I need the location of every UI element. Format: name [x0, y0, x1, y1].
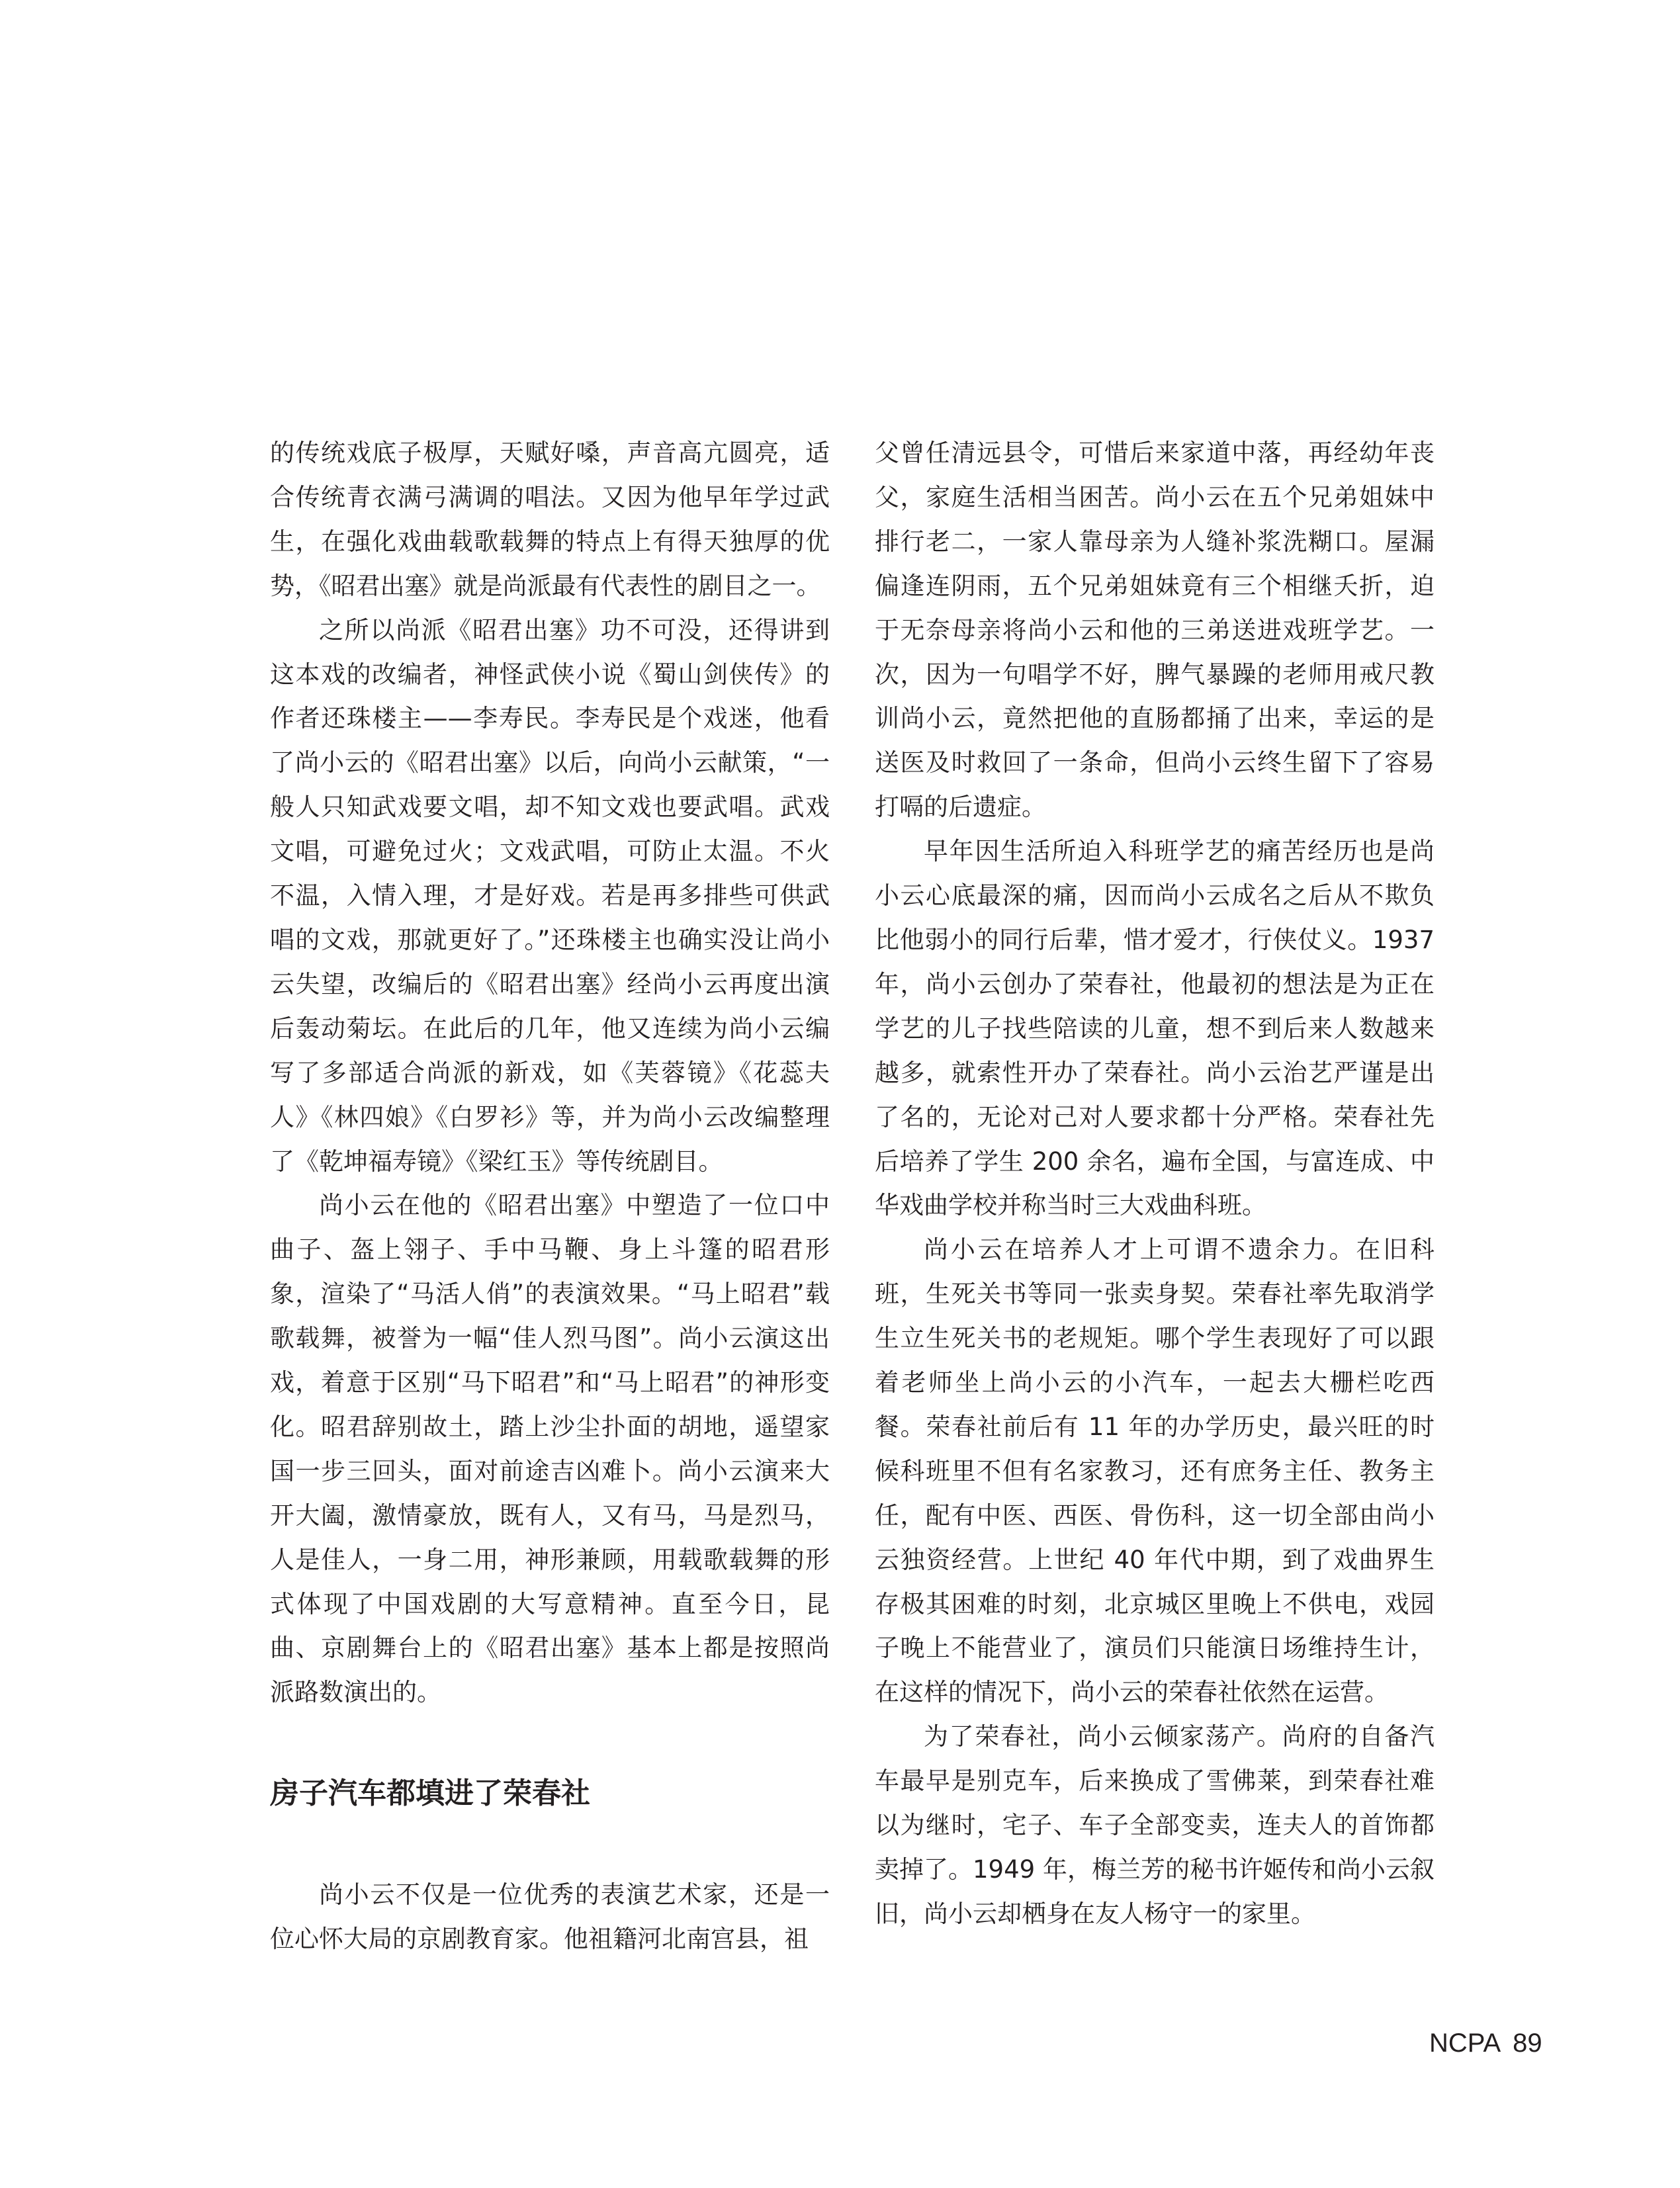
left-column: [270, 431, 830, 1962]
right-paragraph-3: 尚小云在培养人才上可谓不遗余力。在旧科班，生死关书等同一张卖身契。荣春社率先取消学生立生死关书的老规矩。哪个学生表现好了可以跟着老师坐上尚小云的小汽车，一起去大栅栏吃西餐。荣春社前后有 11 年的办学历史，最兴旺的时候科班里不但有名家教习，还有庶务主任、教务主任，配有中医、西医、骨伤科，这一切全部由尚小云独资经营。上世纪 40 年代中期，到了戏曲界生存极其困难的时刻，北京城区里晚上不供电，戏园子晚上不能营业了，演员们只能演日场维持生计，在这样的情况下，尚小云的荣春社依然在运营。: [875, 1235, 1435, 1707]
right-paragraph-4: 为了荣春社，尚小云倾家荡产。尚府的自备汽车最早是别克车，后来换成了雪佛莱，到荣春社难以为继时，宅子、车子全部变卖，连夫人的首饰都卖掉了。1949 年，梅兰芳的秘书许姬传和尚小云叙旧，尚小云却栖身在友人杨守一的家里。: [875, 1722, 1435, 1928]
left-paragraph-1: 的传统戏底子极厚，天赋好嗓，声音高亢圆亮，适合传统青衣满弓满调的唱法。又因为他早年学过武生，在强化戏曲载歌载舞的特点上有得天独厚的优势，《昭君出塞》就是尚派最有代表性的剧目之一。: [270, 439, 830, 600]
section-heading: 房子汽车都填进了荣春社: [270, 1776, 590, 1811]
page-folio: [1429, 2029, 1542, 2058]
right-column: [875, 431, 1435, 1937]
left-paragraph-2: 之所以尚派《昭君出塞》功不可没，还得讲到这本戏的改编者，神怪武侠小说《蜀山剑侠传》的作者还珠楼主——李寿民。李寿民是个戏迷，他看了尚小云的《昭君出塞》以后，向尚小云献策，“一般人只知武戏要文唱，却不知文戏也要武唱。武戏文唱，可避免过火；文戏武唱，可防止太温。不火不温，入情入理，才是好戏。若是再多排些可供武唱的文戏，那就更好了。”还珠楼主也确实没让尚小云失望，改编后的《昭君出塞》经尚小云再度出演后轰动菊坛。在此后的几年，他又连续为尚小云编写了多部适合尚派的新戏，如《芙蓉镜》《花蕊夫人》《林四娘》《白罗衫》等，并为尚小云改编整理了《乾坤福寿镜》《梁红玉》等传统剧目。: [270, 615, 830, 1176]
publication-name: NCPA: [1429, 2029, 1501, 2058]
left-paragraph-4: 尚小云不仅是一位优秀的表演艺术家，还是一位心怀大局的京剧教育家。他祖籍河北南宫县，祖: [270, 1880, 830, 1954]
right-paragraph-2: 早年因生活所迫入科班学艺的痛苦经历也是尚小云心底最深的痛，因而尚小云成名之后从不欺负比他弱小的同行后辈，惜才爱才，行侠仗义。1937 年，尚小云创办了荣春社，他最初的想法是为正在学艺的儿子找些陪读的儿童，想不到后来人数越来越多，就索性开办了荣春社。尚小云治艺严谨是出了名的，无论对己对人要求都十分严格。荣春社先后培养了学生 200 余名，遍布全国，与富连成、中华戏曲学校并称当时三大戏曲科班。: [875, 837, 1435, 1220]
page-number: 89: [1513, 2029, 1542, 2058]
right-paragraph-1: 父曾任清远县令，可惜后来家道中落，再经幼年丧父，家庭生活相当困苦。尚小云在五个兄弟姐妹中排行老二，一家人靠母亲为人缝补浆洗糊口。屋漏偏逢连阴雨，五个兄弟姐妹竟有三个相继夭折，迫于无奈母亲将尚小云和他的三弟送进戏班学艺。一次，因为一句唱学不好，脾气暴躁的老师用戒尺教训尚小云，竟然把他的直肠都捅了出来，幸运的是送医及时救回了一条命，但尚小云终生留下了容易打嗝的后遗症。: [875, 439, 1435, 822]
left-paragraph-3: 尚小云在他的《昭君出塞》中塑造了一位口中曲子、盔上翎子、手中马鞭、身上斗篷的昭君形象，渲染了“马活人俏”的表演效果。“马上昭君”载歌载舞，被誉为一幅“佳人烈马图”。尚小云演这出戏，着意于区别“马下昭君”和“马上昭君”的神形变化。昭君辞别故土，踏上沙尘扑面的胡地，遥望家国一步三回头，面对前途吉凶难卜。尚小云演来大开大阖，激情豪放，既有人，又有马，马是烈马，人是佳人，一身二用，神形兼顾，用载歌载舞的形式体现了中国戏剧的大写意精神。直至今日，昆曲、京剧舞台上的《昭君出塞》基本上都是按照尚派路数演出的。: [270, 1191, 830, 1707]
